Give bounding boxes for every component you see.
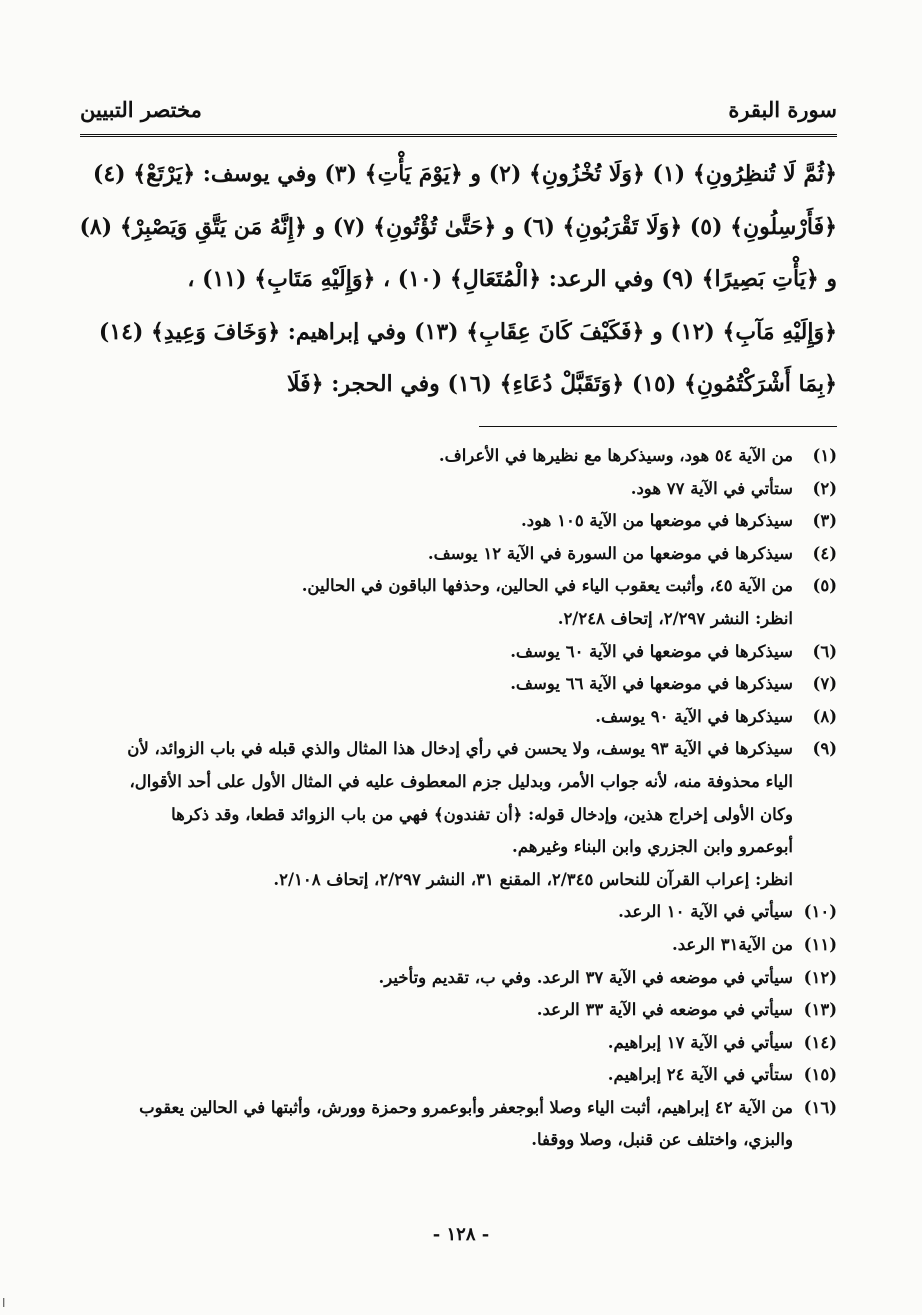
surah-title: سورة البقرة bbox=[728, 97, 837, 122]
main-text-line: ﴿فَأَرْسِلُونِ﴾ (٥) ﴿وَلَا تَقْرَبُونِ﴾ (٦) و ﴿حَتَّىٰ تُؤْتُونِ﴾ (٧) و ﴿إِنَّهُ مَن يَتَّقِ وَيَصْبِرْ﴾ (٨) bbox=[79, 213, 837, 240]
footnote-number: (٧) bbox=[812, 674, 837, 694]
footnote-text: انظر: إعراب القرآن للنحاس ٢/٣٤٥، المقنع ٣١، النشر ٢/٢٩٧، إتحاف ٢/١٠٨. bbox=[273, 869, 793, 889]
footnote-number: (١١) bbox=[803, 934, 837, 954]
footnote-text: ستأتي في الآية ٧٧ هود. bbox=[630, 478, 793, 498]
footnote-text: سيأتي في موضعه في الآية ٣٣ الرعد. bbox=[536, 1000, 793, 1020]
footnote-number: (١٠) bbox=[803, 902, 837, 922]
footnote-number: (١) bbox=[812, 446, 837, 465]
footnote-5 bbox=[80, 570, 837, 635]
footnote-text: سيذكرها في موضعها من الآية ١٠٥ هود. bbox=[521, 511, 793, 531]
footnote-8 bbox=[80, 701, 837, 734]
footnote-text: انظر: النشر ٢/٢٩٧، إتحاف ٢/٢٤٨. bbox=[557, 608, 793, 628]
footnote-text: من الآية ٤٢ إبراهيم، أثبت الياء وصلا أبوجعفر وأبوعمرو وحمزة وورش، وأثبتها في الحالين يعقوب bbox=[139, 1097, 793, 1117]
page-number: - ١٢٨ - bbox=[432, 1224, 490, 1245]
footnote-text: سيذكرها في موضعها في الآية ٦٠ يوسف. bbox=[510, 641, 793, 661]
footnote-13 bbox=[80, 994, 837, 1027]
footnote-text: سيأتي في موضعه في الآية ٣٧ الرعد. وفي ب، تقديم وتأخير. bbox=[378, 967, 793, 987]
footnote-16 bbox=[80, 1092, 837, 1157]
footnote-12 bbox=[80, 962, 837, 995]
footnote-15 bbox=[80, 1059, 837, 1092]
footnote-number: (٢) bbox=[812, 478, 837, 498]
footnote-9 bbox=[80, 733, 837, 896]
footnote-text: من الآية ٥٤ هود، وسيذكرها مع نظيرها في الأعراف. bbox=[438, 446, 793, 465]
footnote-text: والبزي، واختلف عن قنبل، وصلا ووقفا. bbox=[531, 1130, 793, 1150]
footnote-text: الياء محذوفة منه، لأنه جواب الأمر، وبدليل جزم المعطوف عليه في المثال الأول على أحد الأقوال، bbox=[129, 771, 793, 791]
footnote-number: (١٣) bbox=[803, 1000, 837, 1020]
footnote-text: سيذكرها في موضعها من السورة في الآية ١٢ يوسف. bbox=[427, 543, 793, 563]
footnote-number: (١٤) bbox=[803, 1032, 837, 1052]
footnote-text: سيذكرها في الآية ٩٣ يوسف، ولا يحسن في رأي إدخال هذا المثال والذي قبله في باب الزوائد، لأن bbox=[127, 739, 793, 759]
footnote-14 bbox=[80, 1027, 837, 1060]
footnote-number: (١٦) bbox=[803, 1097, 837, 1117]
main-text-line: و ﴿يَأْتِ بَصِيرًا﴾ (٩) وفي الرعد: ﴿الْمُتَعَالِ﴾ (١٠) ، ﴿وَإِلَيْهِ مَتَابِ﴾ (١١) ، bbox=[187, 266, 837, 292]
footnote-text: سيذكرها في الآية ٩٠ يوسف. bbox=[595, 706, 793, 726]
footnote-text: وكان الأولى إخراج هذين، وإدخال قوله: ﴿أن تفندون﴾ فهي من باب الزوائد قطعا، وقد ذكرها bbox=[171, 804, 793, 824]
footnote-text: أبوعمرو وابن الجزري وابن البناء وغيرهم. bbox=[512, 837, 793, 857]
footnote-6 bbox=[80, 636, 837, 669]
header-double-rule bbox=[80, 134, 837, 137]
footnote-number: (١٥) bbox=[803, 1065, 837, 1085]
footnote-number: (١٢) bbox=[803, 967, 837, 987]
footnote-7 bbox=[80, 668, 837, 701]
footnote-number: (٥) bbox=[812, 576, 837, 596]
book-title: مختصر التبيين bbox=[80, 97, 202, 122]
footnote-text: من الآية ٤٥، وأثبت يعقوب الياء في الحالين، وحذفها الباقون في الحالين. bbox=[301, 576, 793, 596]
footnote-text: من الآية٣١ الرعد. bbox=[671, 934, 793, 954]
footnote-4 bbox=[80, 538, 837, 571]
footnote-number: (٨) bbox=[812, 706, 837, 726]
footnote-3 bbox=[80, 505, 837, 538]
footnotes-list bbox=[80, 440, 837, 1157]
footnote-number: (٤) bbox=[812, 543, 837, 563]
footnote-2 bbox=[80, 473, 837, 506]
footnote-separator bbox=[479, 426, 837, 427]
main-text-line: ﴿وَإِلَيْهِ مَآبِ﴾ (١٢) و ﴿فَكَيْفَ كَانَ عِقَابِ﴾ (١٣) وفي إبراهيم: ﴿وَخَافَ وَعِيدِ﴾ (١٤) bbox=[98, 318, 837, 345]
footnote-text: سيأتي في الآية ١٠ الرعد. bbox=[618, 902, 793, 922]
footnote-text: سيذكرها في موضعها في الآية ٦٦ يوسف. bbox=[510, 674, 793, 694]
footnote-11 bbox=[80, 929, 837, 962]
footnote-1 bbox=[80, 440, 837, 473]
scan-corner-mark: ǀ bbox=[2, 1296, 6, 1310]
footnote-number: (٣) bbox=[812, 511, 837, 531]
footnote-number: (٦) bbox=[812, 641, 837, 661]
footnote-10 bbox=[80, 896, 837, 929]
main-text-line: ﴿ثُمَّ لَا تُنظِرُونِ﴾ (١) ﴿وَلَا تُخْزُونِ﴾ (٢) و ﴿يَوْمَ يَأْتِ﴾ (٣) وفي يوسف: ﴿يَرْتَعْ﴾ (٤) bbox=[92, 161, 837, 187]
main-text-line: ﴿بِمَا أَشْرَكْتُمُونِ﴾ (١٥) ﴿وَتَقَبَّلْ دُعَاءِ﴾ (١٦) وفي الحجر: ﴿فَلَا bbox=[287, 371, 837, 397]
footnote-text: سيأتي في الآية ١٧ إبراهيم. bbox=[607, 1032, 793, 1052]
running-header bbox=[80, 86, 837, 122]
footnote-number: (٩) bbox=[812, 739, 837, 759]
main-text-block bbox=[78, 148, 837, 411]
footnote-text: ستأتي في الآية ٢٤ إبراهيم. bbox=[607, 1065, 793, 1085]
